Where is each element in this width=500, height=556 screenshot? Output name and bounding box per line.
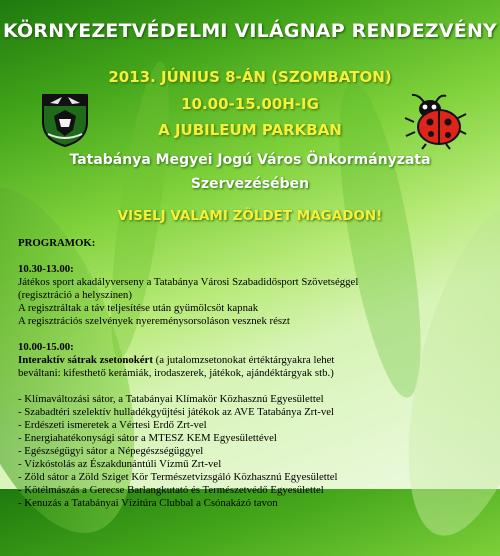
city-crest-icon	[40, 92, 90, 148]
organizer-line-1: Tatabánya Megyei Jogú Város Önkormányzata	[69, 152, 431, 168]
block1-line: A regisztráltak a táv teljesítése után gyümölcsöt kapnak	[18, 302, 259, 314]
event-time: 10.00-15.00H-IG	[181, 95, 319, 113]
list-item: - Energiahatékonysági sátor a MTESZ KEM Egyesülettével	[18, 432, 277, 444]
list-item: - Egészségügyi sátor a Népegészségüggyel	[18, 445, 204, 457]
programs-heading: PROGRAMOK:	[18, 237, 96, 249]
list-item: - Zöld sátor a Zöld Sziget Kör Természetvizsgáló Közhasznú Egyesülettel	[18, 471, 338, 483]
block2-time: 10.00-15.00:	[18, 341, 74, 353]
event-place: A JUBILEUM PARKBAN	[158, 121, 342, 139]
list-item: - Klímaváltozási sátor, a Tatabányai Klímakör Közhasznú Egyesülettel	[18, 393, 324, 405]
program-list	[18, 237, 488, 510]
ladybug-icon	[402, 92, 468, 150]
block2-intro-line2: beváltani: kifesthető kerámiák, irodaszerek, játékok, ajándéktárgyak stb.)	[18, 367, 334, 379]
slogan: VISELJ VALAMI ZÖLDET MAGADON!	[117, 208, 383, 224]
organizer-line-2: Szervezésében	[190, 176, 310, 192]
event-date: 2013. JÚNIUS 8-ÁN (SZOMBATON)	[108, 68, 392, 86]
list-item: - Szabadtéri szelektív hulladékgyűjtési játékok az AVE Tatabánya Zrt-vel	[18, 406, 335, 418]
list-item: - Erdészeti ismeretek a Vértesi Erdő Zrt-vel	[18, 419, 207, 431]
block1-line: (regisztráció a helyszínen)	[18, 289, 132, 301]
block1-line: A regisztrációs szelvények nyereménysorsoláson vesznek részt	[18, 315, 290, 327]
list-item: - Kenuzás a Tatabányai Vízitúra Clubbal a Csónakázó tavon	[18, 497, 278, 509]
poster-title: KÖRNYEZETVÉDELMI VILÁGNAP RENDEZVÉNY	[2, 20, 498, 42]
list-item: - Kötélmászás a Gerecse Barlangkutató és Természetvédő Egyesülettel	[18, 484, 324, 496]
block1-line: Játékos sport akadályverseny a Tatabánya Városi Szabadidősport Szövetséggel	[18, 276, 359, 288]
block2-intro: Interaktív sátrak zsetonokért (a jutalomzsetonokat értéktárgyakra lehet	[18, 354, 335, 366]
list-item: - Vízkóstolás az Északdunántúli Vízmű Zrt-vel	[18, 458, 222, 470]
block1-time: 10.30-13.00:	[18, 263, 74, 275]
